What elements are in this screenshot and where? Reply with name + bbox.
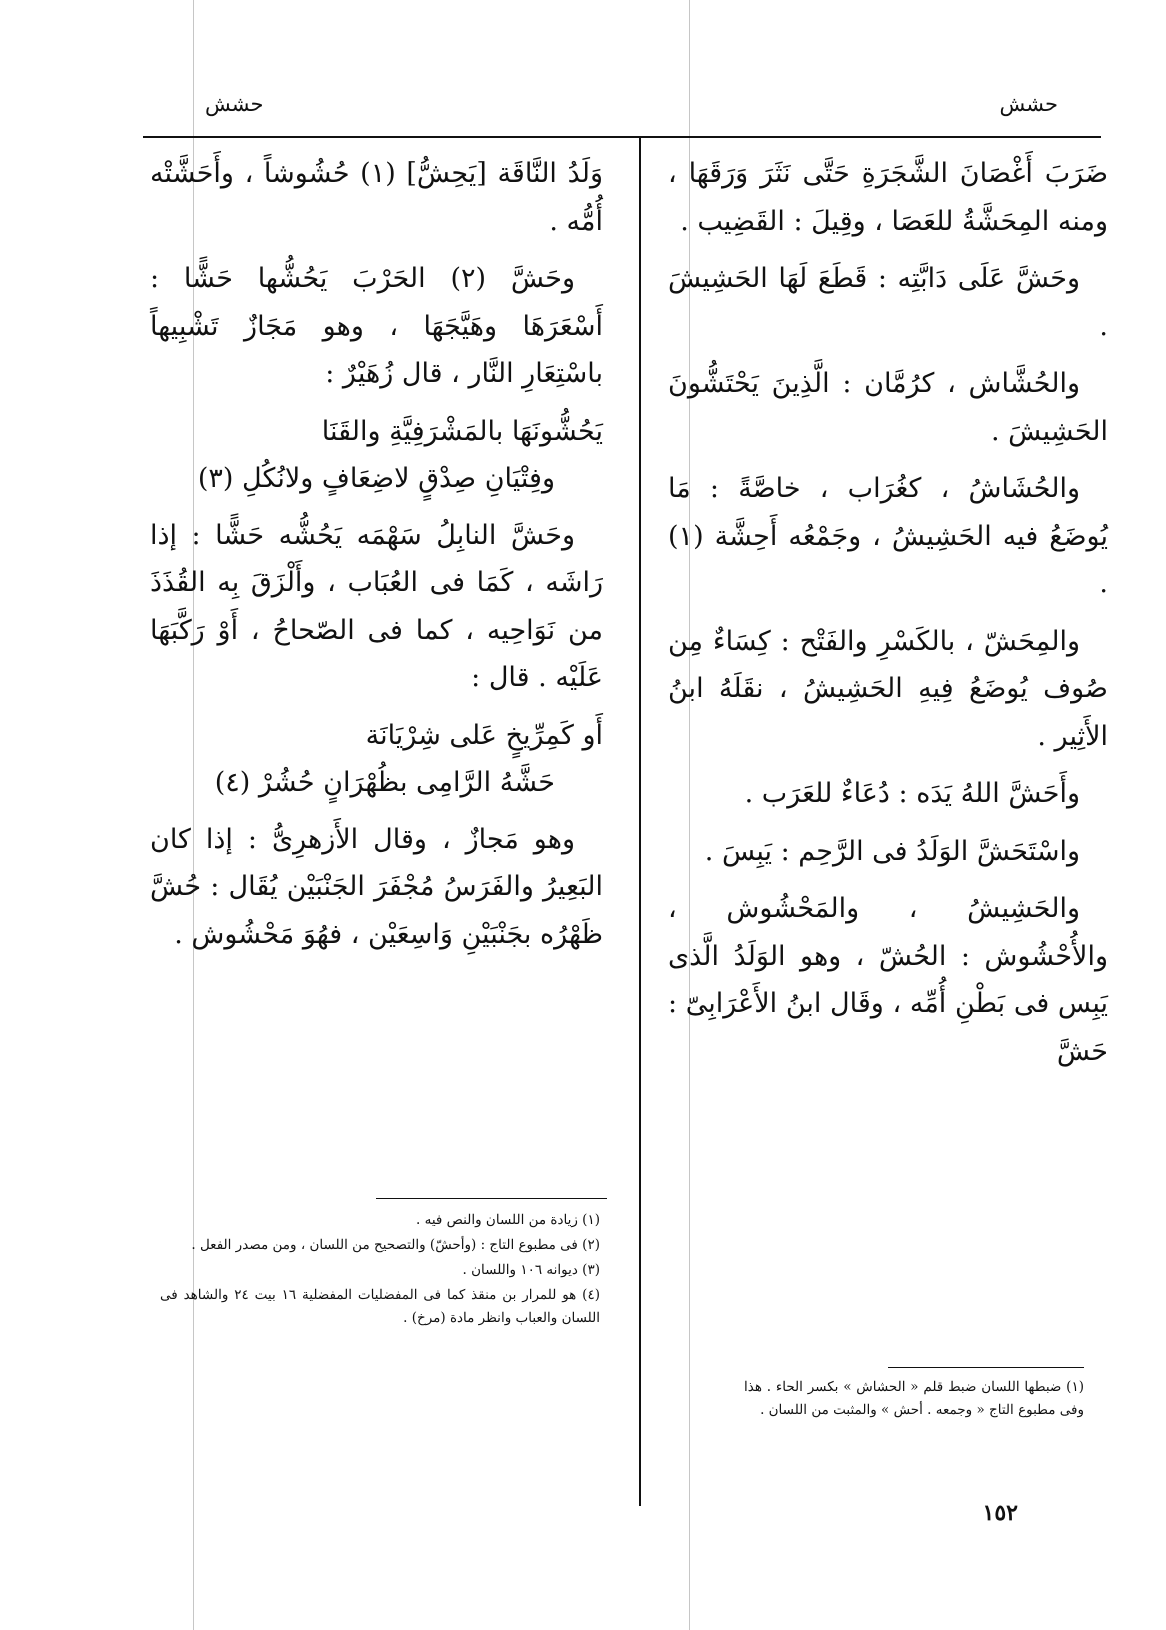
running-head-left: حشش <box>205 92 264 116</box>
footnote: (١) ضبطها اللسان ضبط قلم « الحشاش » بكسر الحاء . هذا وفى مطبوع التاج « وجمعه . أحش » والمثبت من اللسان . <box>744 1379 1084 1418</box>
footnote: (٢) فى مطبوع التاج : (وأحشّ) والتصحيح من اللسان ، ومن مصدر الفعل . <box>191 1237 600 1253</box>
left-column <box>150 150 603 968</box>
footnote-rule <box>376 1198 607 1199</box>
right-column <box>668 150 1108 1085</box>
verse-hemistich: وفِتْيَانِ صِدْقٍ لاضِعَافٍ ولانُكُلِ (٣) <box>197 462 555 494</box>
entry-paragraph: وحَشَّ (٢) الحَرْبَ يَحُشُّها حَشًّا : أَسْعَرَهَا وهَيَّجَهَا ، وهو مَجَازٌ تَشْبِيهاً باسْتِعَارِ النَّار ، قال زُهَيْرٌ : <box>150 263 603 389</box>
entry-paragraph: والمِحَشّ ، بالكَسْرِ والفَتْح : كِسَاءٌ مِن صُوف يُوضَعُ فِيهِ الحَشِيشُ ، نقَلَهُ ابنُ الأَثِير . <box>668 625 1108 752</box>
footnotes-left <box>160 1209 600 1332</box>
footnote: (١) زيادة من اللسان والنص فيه . <box>416 1212 600 1228</box>
entry-paragraph: وحَشَّ عَلَى دَابَّتِه : قَطَعَ لَهَا الحَشِيشَ . <box>668 263 1108 342</box>
poetry-verse <box>150 712 603 806</box>
footnote: (٤) هو للمرار بن منقذ كما فى المفضليات المفضلية ١٦ بيت ٢٤ والشاهد فى اللسان والعباب وانظر مادة (مرخ) . <box>160 1287 601 1326</box>
page-number: ١٥٢ <box>982 1500 1018 1526</box>
entry-paragraph: وَلَدُ النَّاقَة [يَحِشُّ] (١) حُشُوشاً ، وأَحَشَّتْه أُمُّه . <box>150 158 604 237</box>
verse-hemistich: حَشَّهُ الرَّامِى بظُهْرَانٍ حُشُرْ (٤) <box>214 766 555 798</box>
footnotes-right <box>744 1376 1084 1424</box>
running-head-right: حشش <box>999 92 1058 116</box>
entry-paragraph: والحُشَّاش ، كرُمَّان : الَّذِينَ يَحْتَشُّونَ الحَشِيشَ . <box>668 368 1108 447</box>
entry-paragraph: ضَرَبَ أَغْصَانَ الشَّجَرَةِ حَتَّى نَثَرَ وَرَقَهَا ، ومنه المِحَشَّةُ للعَصَا ، وقِيلَ : القَضِيب . <box>668 158 1108 237</box>
entry-paragraph: وأَحَشَّ اللهُ يَدَه : دُعَاءٌ للعَرَب . <box>744 778 1080 809</box>
footnote-rule <box>888 1367 1084 1368</box>
header-rule <box>143 136 1101 138</box>
entry-paragraph: والحُشَاشُ ، كغُرَاب ، خاصَّةً : مَا يُوضَعُ فيه الحَشِيشُ ، وجَمْعُه أَحِشَّة (١) . <box>668 473 1108 599</box>
entry-paragraph: وهو مَجازٌ ، وقال الأَزهرِىُّ : إذا كان البَعِيرُ والفَرَسُ مُجْفَرَ الجَنْبَيْن يُقَال : حُشَّ ظَهْرُه بجَنْبَيْنِ وَاسِعَيْن ، فهُوَ مَحْشُوش . <box>150 823 603 950</box>
footnote: (٣) ديوانه ١٠٦ واللسان . <box>462 1262 600 1278</box>
verse-hemistich: يَحُشُّونَهَا بالمَشْرَفِيَّةِ والقَنَا <box>321 415 603 447</box>
poetry-verse <box>150 408 603 502</box>
column-divider <box>639 138 641 1506</box>
verse-hemistich: أَو كَمِرِّيخٍ عَلى شِرْيَانَة <box>365 719 603 751</box>
entry-paragraph: واسْتَحَشَّ الوَلَدُ فى الرَّحِم : يَبِسَ . <box>704 835 1080 867</box>
entry-paragraph: والحَشِيشُ ، والمَحْشُوش ، والأُحْشُوش : الحُشّ ، وهو الوَلَدُ الَّذى يَبِس فى بَطْنِ أُمِّه ، وقَال ابنُ الأَعْرَابِىّ : حَشَّ <box>668 893 1108 1067</box>
entry-paragraph: وحَشَّ النابِلُ سَهْمَه يَحُشُّه حَشًّا : إذا رَاشَه ، كَمَا فى العُبَاب ، وأَلْزَقَ بِه القُذَذَ من نَوَاحِيه ، كما فى الصّحاحُ ، أَوْ رَكَّبَهَا عَلَيْه . قال : <box>150 519 603 693</box>
